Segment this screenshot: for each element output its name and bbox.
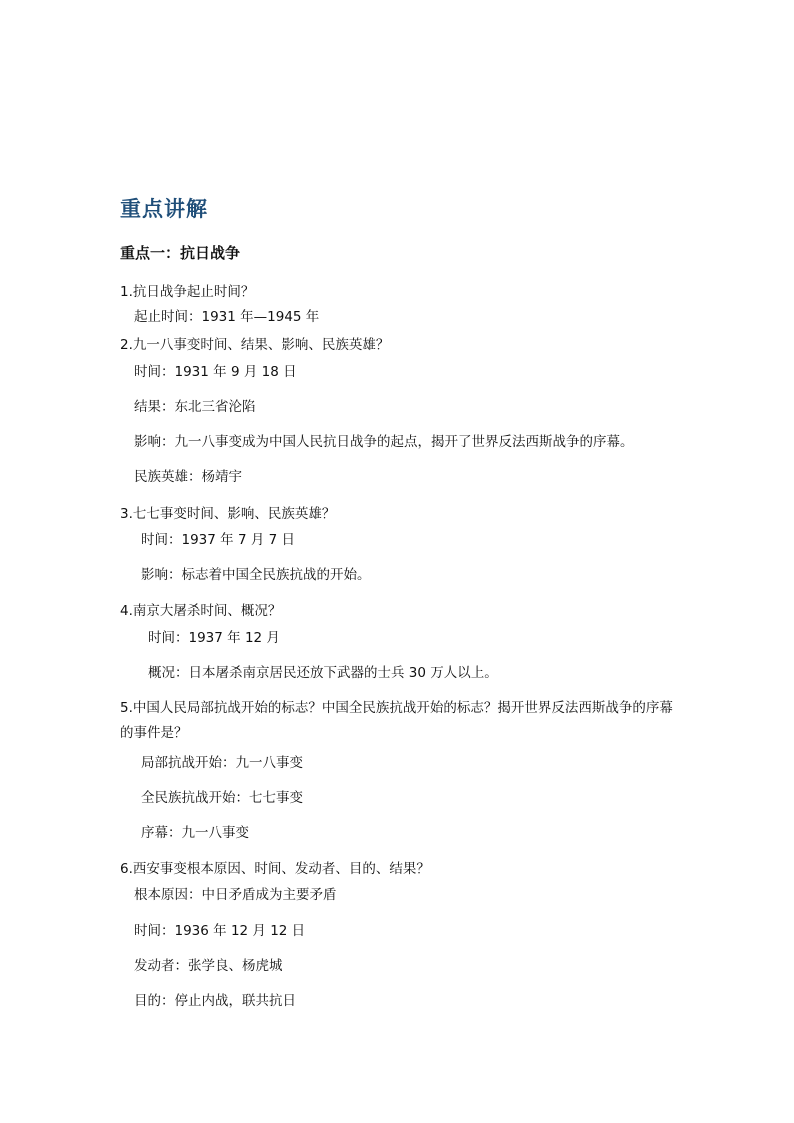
answer-5-2: 全民族抗战开始：七七事变: [141, 790, 303, 806]
answer-2-4: 民族英雄：杨靖宇: [134, 469, 242, 485]
question-4: 4.南京大屠杀时间、概况？: [120, 603, 282, 619]
page-title: 重点讲解: [120, 197, 208, 221]
answer-5-3: 序幕：九一八事变: [141, 825, 249, 841]
answer-6-1: 根本原因：中日矛盾成为主要矛盾: [134, 887, 337, 903]
answer-2-2: 结果：东北三省沦陷: [134, 399, 256, 415]
question-2: 2.九一八事变时间、结果、影响、民族英雄？: [120, 337, 390, 353]
question-6: 6.西安事变根本原因、时间、发动者、目的、结果？: [120, 861, 430, 877]
question-3: 3.七七事变时间、影响、民族英雄？: [120, 506, 336, 522]
answer-6-2: 时间：1936 年 12 月 12 日: [134, 923, 306, 939]
answer-6-4: 目的：停止内战，联共抗日: [134, 993, 296, 1009]
question-5: 5.中国人民局部抗战开始的标志？中国全民族抗战开始的标志？揭开世界反法西斯战争的序幕的事件是？: [120, 700, 673, 741]
answer-4-1: 时间：1937 年 12 月: [148, 630, 280, 646]
answer-6-3: 发动者：张学良、杨虎城: [134, 958, 283, 974]
answer-3-2: 影响：标志着中国全民族抗战的开始。: [141, 567, 371, 583]
question-1: 1.抗日战争起止时间？: [120, 284, 255, 300]
answer-2-3: 影响：九一八事变成为中国人民抗日战争的起点，揭开了世界反法西斯战争的序幕。: [134, 434, 634, 450]
answer-4-2: 概况：日本屠杀南京居民还放下武器的士兵 30 万人以上。: [148, 665, 498, 681]
answer-1-1: 起止时间：1931 年—1945 年: [134, 309, 320, 325]
answer-5-1: 局部抗战开始：九一八事变: [141, 755, 303, 771]
section-heading: 重点一：抗日战争: [120, 244, 241, 262]
answer-3-1: 时间：1937 年 7 月 7 日: [141, 532, 295, 548]
answer-2-1: 时间：1931 年 9 月 18 日: [134, 364, 297, 380]
